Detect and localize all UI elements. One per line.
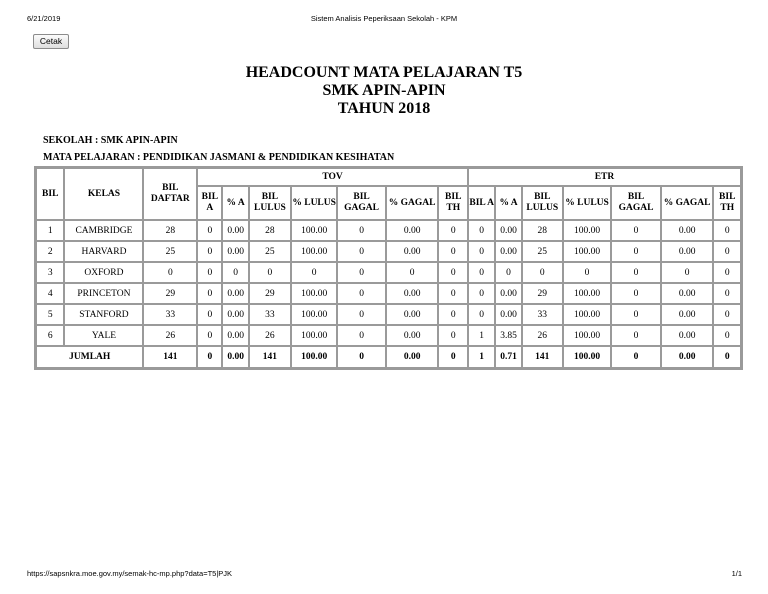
report-title-line3: TAHUN 2018 [337, 100, 431, 117]
table-cell: 0 [197, 241, 222, 262]
table-cell: 33 [249, 304, 291, 325]
table-row [36, 241, 741, 262]
total-cell: 0 [611, 346, 661, 368]
etr-subheader: BIL TH [713, 186, 741, 220]
table-cell: 0 [611, 283, 661, 304]
table-cell: 26 [143, 325, 197, 346]
table-cell: 0 [713, 241, 741, 262]
report-title-line2: SMK APIN-APIN [322, 82, 446, 99]
table-cell: 0 [337, 325, 385, 346]
class-name-cell: PRINCETON [64, 283, 143, 304]
table-cell: 25 [522, 241, 563, 262]
table-cell: 0 [468, 241, 495, 262]
table-cell: 0 [438, 220, 468, 241]
table-row [36, 262, 741, 283]
table-cell: 26 [249, 325, 291, 346]
table-cell: 0 [611, 262, 661, 283]
page-number: 1/1 [731, 569, 742, 578]
etr-subheader: % A [495, 186, 521, 220]
table-cell: 0 [468, 262, 495, 283]
total-cell: 141 [143, 346, 197, 368]
class-name-cell: STANFORD [64, 304, 143, 325]
print-page-title: Sistem Analisis Peperiksaan Sekolah - KPM [310, 14, 458, 23]
print-button[interactable]: Cetak [33, 34, 69, 49]
table-cell: 100.00 [563, 304, 611, 325]
total-cell: 0.00 [386, 346, 439, 368]
header-tov: TOV [197, 168, 468, 186]
table-cell: 0 [563, 262, 611, 283]
table-cell: 0 [713, 304, 741, 325]
table-cell: 100.00 [563, 283, 611, 304]
total-cell: 141 [249, 346, 291, 368]
table-cell: 0.00 [386, 304, 439, 325]
table-cell: 0 [713, 283, 741, 304]
etr-subheader: % LULUS [563, 186, 611, 220]
table-cell: 100.00 [563, 241, 611, 262]
tov-subheader: BIL LULUS [249, 186, 291, 220]
table-cell: 0 [337, 304, 385, 325]
table-cell: 0 [438, 325, 468, 346]
total-cell: 0 [197, 346, 222, 368]
etr-subheader: BIL GAGAL [611, 186, 661, 220]
table-cell: 0 [337, 241, 385, 262]
table-cell: 0 [337, 220, 385, 241]
table-cell: 0 [438, 262, 468, 283]
table-cell: 0 [468, 220, 495, 241]
total-cell: 100.00 [291, 346, 337, 368]
table-cell: 0.00 [222, 241, 248, 262]
class-name-cell: CAMBRIDGE [64, 220, 143, 241]
total-cell: 0.00 [222, 346, 248, 368]
table-cell: 0.00 [661, 304, 714, 325]
total-cell: 0.71 [495, 346, 521, 368]
class-name-cell: HARVARD [64, 241, 143, 262]
school-label: SEKOLAH : SMK APIN-APIN [43, 135, 178, 146]
table-cell: 3.85 [495, 325, 521, 346]
table-cell: 28 [143, 220, 197, 241]
total-cell: 100.00 [563, 346, 611, 368]
subject-label: MATA PELAJARAN : PENDIDIKAN JASMANI & PENDIDIKAN KESIHATAN [43, 152, 395, 163]
etr-subheader: % GAGAL [661, 186, 714, 220]
table-cell: 100.00 [563, 325, 611, 346]
tov-subheader: BIL GAGAL [337, 186, 385, 220]
table-cell: 28 [522, 220, 563, 241]
tov-subheader: BIL TH [438, 186, 468, 220]
table-cell: 0 [611, 220, 661, 241]
table-cell: 29 [522, 283, 563, 304]
total-row [36, 346, 741, 368]
table-cell: 0.00 [661, 220, 714, 241]
table-cell: 0.00 [661, 241, 714, 262]
table-cell: 0.00 [222, 220, 248, 241]
table-cell: 0 [143, 262, 197, 283]
tov-subheader: BIL A [197, 186, 222, 220]
table-cell: 1 [36, 220, 64, 241]
table-cell: 1 [468, 325, 495, 346]
table-cell: 0 [713, 220, 741, 241]
total-cell: 1 [468, 346, 495, 368]
table-cell: 0.00 [386, 325, 439, 346]
table-cell: 25 [143, 241, 197, 262]
table-cell: 26 [522, 325, 563, 346]
table-cell: 100.00 [291, 283, 337, 304]
table-cell: 0 [337, 283, 385, 304]
header-bil: BIL [36, 168, 64, 220]
table-cell: 33 [143, 304, 197, 325]
class-name-cell: OXFORD [64, 262, 143, 283]
table-cell: 0 [522, 262, 563, 283]
etr-subheader: BIL A [468, 186, 495, 220]
table-cell: 6 [36, 325, 64, 346]
table-cell: 0.00 [386, 283, 439, 304]
table-cell: 0 [495, 262, 521, 283]
table-cell: 5 [36, 304, 64, 325]
total-cell: 141 [522, 346, 563, 368]
table-cell: 100.00 [563, 220, 611, 241]
report-title-line1: HEADCOUNT MATA PELAJARAN T5 [245, 64, 523, 81]
table-cell: 0 [611, 241, 661, 262]
table-cell: 0 [386, 262, 439, 283]
table-cell: 0 [291, 262, 337, 283]
table-cell: 0 [611, 325, 661, 346]
table-row [36, 325, 741, 346]
table-cell: 0 [713, 325, 741, 346]
tov-subheader: % LULUS [291, 186, 337, 220]
table-cell: 0 [337, 262, 385, 283]
table-cell: 0.00 [222, 325, 248, 346]
table-cell: 0 [197, 325, 222, 346]
table-cell: 2 [36, 241, 64, 262]
table-cell: 29 [249, 283, 291, 304]
table-cell: 0 [249, 262, 291, 283]
table-cell: 0 [438, 241, 468, 262]
table-cell: 0.00 [495, 220, 521, 241]
table-cell: 0.00 [495, 283, 521, 304]
tov-subheader: % A [222, 186, 248, 220]
table-cell: 0 [438, 304, 468, 325]
class-name-cell: YALE [64, 325, 143, 346]
total-cell: 0 [713, 346, 741, 368]
total-label: JUMLAH [36, 346, 143, 368]
table-row [36, 283, 741, 304]
table-cell: 0.00 [222, 283, 248, 304]
table-cell: 100.00 [291, 304, 337, 325]
total-cell: 0 [438, 346, 468, 368]
table-cell: 4 [36, 283, 64, 304]
tov-subheader: % GAGAL [386, 186, 439, 220]
table-cell: 0.00 [386, 220, 439, 241]
table-cell: 100.00 [291, 241, 337, 262]
header-kelas: KELAS [64, 168, 143, 220]
table-cell: 28 [249, 220, 291, 241]
page-url: https://sapsnkra.moe.gov.my/semak-hc-mp.php?data=T5|PJK [27, 569, 233, 578]
table-cell: 0 [197, 262, 222, 283]
table-row [36, 220, 741, 241]
total-cell: 0.00 [661, 346, 714, 368]
table-cell: 0 [468, 283, 495, 304]
table-row [36, 304, 741, 325]
table-cell: 0 [661, 262, 714, 283]
table-cell: 0 [468, 304, 495, 325]
table-cell: 0 [713, 262, 741, 283]
table-cell: 0.00 [661, 283, 714, 304]
table-cell: 25 [249, 241, 291, 262]
table-cell: 33 [522, 304, 563, 325]
table-cell: 0.00 [495, 241, 521, 262]
table-cell: 0.00 [386, 241, 439, 262]
table-cell: 100.00 [291, 220, 337, 241]
headcount-table [34, 166, 743, 370]
etr-subheader: BIL LULUS [522, 186, 563, 220]
table-cell: 29 [143, 283, 197, 304]
total-cell: 0 [337, 346, 385, 368]
print-date: 6/21/2019 [27, 14, 61, 23]
header-bil-daftar: BIL DAFTAR [143, 168, 197, 220]
table-cell: 0 [197, 283, 222, 304]
table-cell: 3 [36, 262, 64, 283]
header-etr: ETR [468, 168, 741, 186]
table-cell: 0.00 [661, 325, 714, 346]
table-cell: 0.00 [222, 304, 248, 325]
table-cell: 0.00 [495, 304, 521, 325]
table-cell: 0 [197, 304, 222, 325]
table-cell: 0 [197, 220, 222, 241]
table-cell: 100.00 [291, 325, 337, 346]
table-cell: 0 [611, 304, 661, 325]
report-title [0, 64, 768, 118]
table-cell: 0 [222, 262, 248, 283]
table-cell: 0 [438, 283, 468, 304]
